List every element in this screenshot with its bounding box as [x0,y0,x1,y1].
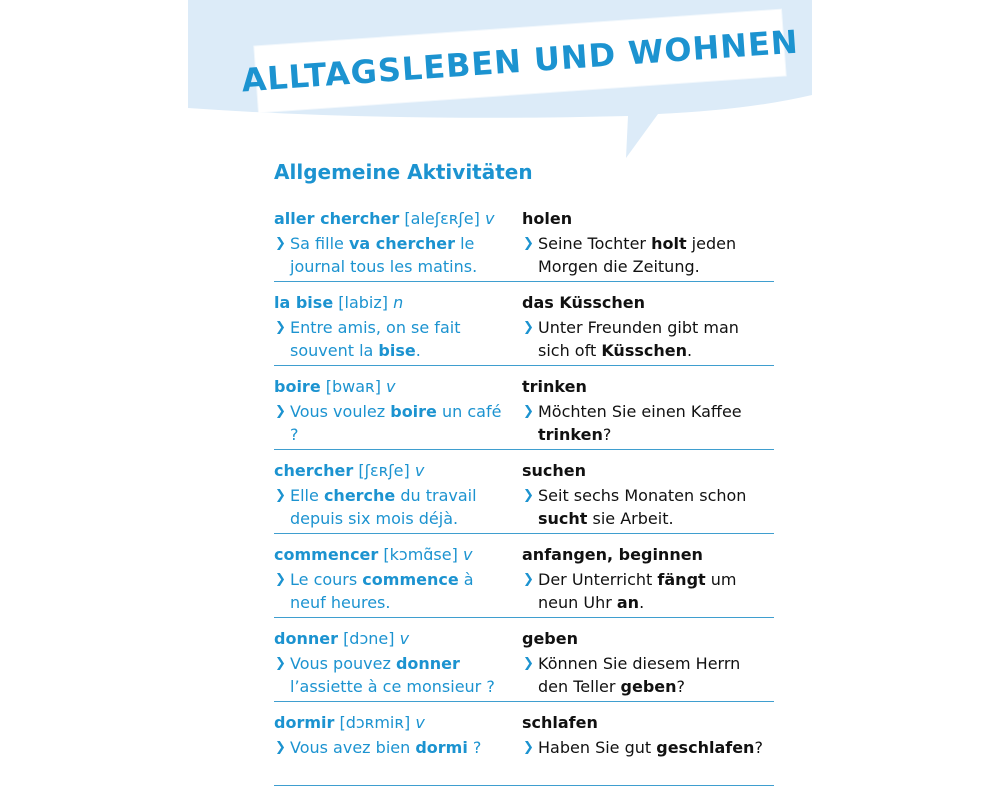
example-text: du travail depuis six mois déjà. [290,486,477,528]
example-text: um neun Uhr [538,570,737,612]
dictionary-entry [274,702,774,786]
german-example [522,652,772,698]
german-headword: geben [522,629,578,648]
chevron-right-icon: ❯ [523,740,534,755]
example-text: Möchten Sie einen Kaffee [538,402,742,421]
pronunciation: [bwaʀ] [325,377,381,396]
example-text: . [639,593,645,612]
chevron-right-icon: ❯ [275,656,286,671]
german-headword: anfangen, beginnen [522,545,703,564]
chevron-right-icon: ❯ [275,740,286,755]
french-headword: boire [274,377,321,396]
german-column [522,712,772,759]
example-keyword: sucht [538,509,588,528]
example-text: Haben Sie gut [538,738,657,757]
french-headword: la bise [274,293,334,312]
german-example [522,316,772,362]
chevron-right-icon: ❯ [523,488,534,503]
french-headword-line [274,376,514,398]
dictionary-entry [274,282,774,366]
french-column [274,460,514,530]
example-keyword: donner [395,654,460,673]
example-keyword: va chercher [348,234,455,253]
part-of-speech: v [414,461,425,480]
example-text: ? [676,677,686,696]
chevron-right-icon: ❯ [523,320,534,335]
french-example [274,316,514,362]
page-title: ALLTAGSLEBEN UND WOHNEN [240,22,800,100]
french-headword-line [274,460,514,482]
french-headword-line [274,292,514,314]
part-of-speech: n [393,293,404,312]
german-example [522,400,772,446]
german-example [522,484,772,530]
example-keyword: commence [362,570,459,589]
example-text: Vous pouvez [290,654,396,673]
french-example [274,736,514,759]
french-example [274,568,514,614]
chevron-right-icon: ❯ [275,236,286,251]
example-keyword: trinken [538,425,603,444]
example-text: ? [467,738,482,757]
example-keyword: dormi [415,738,468,757]
part-of-speech: v [399,629,410,648]
french-headword-line [274,712,514,734]
example-text: Können Sie diesem Herrn den Teller [538,654,741,696]
french-example [274,400,514,446]
german-headword: das Küsschen [522,293,646,312]
pronunciation: [dɔne] [343,629,395,648]
german-headword: schlafen [522,713,598,732]
example-text: jeden Morgen die Zeitung. [538,234,737,276]
example-text: Elle [290,486,324,505]
german-column [522,628,772,698]
example-text: sie Arbeit. [587,509,674,528]
section-heading: Allgemeine Aktivitäten [274,160,533,184]
example-text: ? [754,738,763,757]
example-keyword: geben [620,677,677,696]
french-headword: dormir [274,713,335,732]
example-text: . [686,341,693,360]
example-text: Der Unterricht [538,570,658,589]
dictionary-entry [274,534,774,618]
french-headword: donner [274,629,338,648]
pronunciation: [ʃɛʀʃe] [358,461,410,480]
chevron-right-icon: ❯ [523,404,534,419]
example-keyword: an [616,593,640,612]
dictionary-entry [274,618,774,702]
example-text: Unter Freunden gibt man sich oft [538,318,739,360]
example-keyword: Küsschen [601,341,687,360]
chevron-right-icon: ❯ [275,404,286,419]
french-headword: commencer [274,545,379,564]
french-column [274,712,514,759]
french-headword-line [274,544,514,566]
example-keyword: cherche [323,486,396,505]
part-of-speech: v [462,545,473,564]
french-column [274,544,514,614]
example-text: Seine Tochter [538,234,652,253]
french-headword-line [274,628,514,650]
example-text: l’assiette à ce monsieur ? [290,677,495,696]
chevron-right-icon: ❯ [523,656,534,671]
french-headword-line [274,208,514,230]
dictionary-page [188,0,812,800]
example-keyword: bise [378,341,416,360]
dictionary-entry [274,198,774,282]
part-of-speech: v [415,713,425,732]
french-example [274,652,514,698]
german-column [522,376,772,446]
pronunciation: [labiz] [338,293,388,312]
french-example [274,484,514,530]
example-text: le journal tous les matins. [290,234,478,276]
example-keyword: holt [651,234,687,253]
chevron-right-icon: ❯ [275,572,286,587]
example-text: Seit sechs Monaten schon [538,486,747,505]
pronunciation: [dɔʀmiʀ] [339,713,411,732]
german-example [522,568,772,614]
french-headword: chercher [274,461,354,480]
chevron-right-icon: ❯ [523,236,534,251]
part-of-speech: v [484,209,495,228]
example-text: Le cours [290,570,363,589]
german-headword: holen [522,209,573,228]
chevron-right-icon: ❯ [275,488,286,503]
german-example [522,232,772,278]
german-headword: trinken [522,377,587,396]
german-example [522,736,772,759]
example-keyword: boire [390,402,437,421]
french-headword: aller chercher [274,209,400,228]
german-headword: suchen [522,461,587,480]
example-text: Entre amis, on se fait souvent la [290,318,461,360]
chevron-right-icon: ❯ [275,320,286,335]
part-of-speech: v [386,377,396,396]
chevron-right-icon: ❯ [523,572,534,587]
example-text: Sa fille [290,234,349,253]
french-column [274,292,514,362]
example-keyword: geschlafen [656,738,755,757]
german-column [522,460,772,530]
german-column [522,544,772,614]
example-text: ? [602,425,612,444]
example-keyword: fängt [657,570,706,589]
dictionary-entry [274,366,774,450]
german-column [522,292,772,362]
french-column [274,208,514,278]
pronunciation: [kɔmɑ̃se] [383,545,458,564]
example-text: un café ? [290,402,502,444]
french-column [274,376,514,446]
pronunciation: [aleʃɛʀʃe] [404,209,480,228]
example-text: Vous avez bien [290,738,416,757]
french-example [274,232,514,278]
example-text: . [415,341,421,360]
entry-list [274,198,774,786]
french-column [274,628,514,698]
example-text: à neuf heures. [290,570,474,612]
dictionary-entry [274,450,774,534]
german-column [522,208,772,278]
example-text: Vous voulez [290,402,391,421]
